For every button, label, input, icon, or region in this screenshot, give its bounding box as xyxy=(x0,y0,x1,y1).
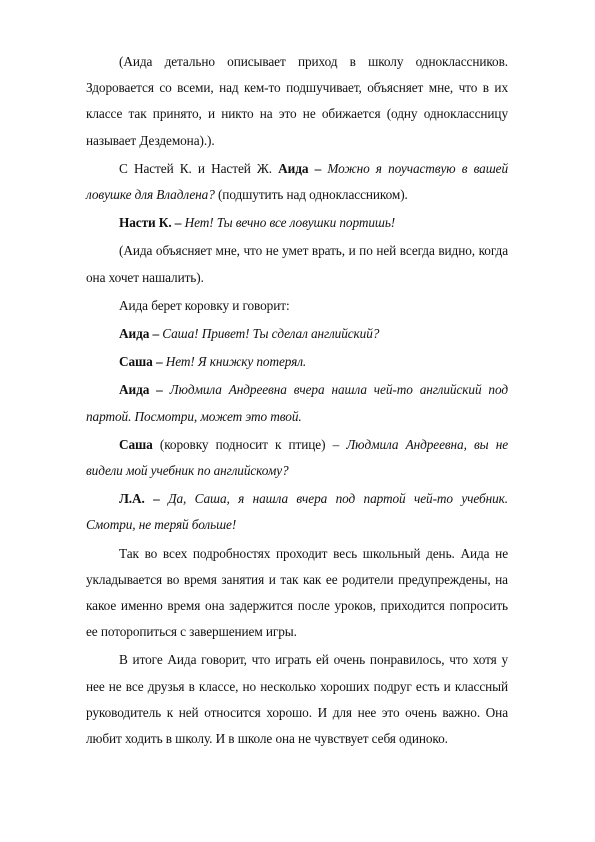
speaker-label: Насти К. – xyxy=(119,215,185,231)
speech-text: Да, Саша, я нашла вчера под партой чей-то учебник. Смотри, не теряй больше! xyxy=(86,491,508,533)
paragraph-conclusion xyxy=(86,647,508,752)
speaker-label: Аида – xyxy=(119,326,163,342)
paragraph-intro-description xyxy=(86,49,508,154)
text-run: Так во всех подробностях проходит весь школьный день. Аида не укладывается во время занятия и так как ее родители предупреждены, на какое именно время она задержится после уроков, приходится попросить ее поторопиться с завершением игры. xyxy=(86,545,508,640)
text-run: (подшутить над одноклассником). xyxy=(214,187,408,203)
text-run: С Настей К. и Настей Ж. xyxy=(119,160,279,176)
paragraph-aida-explains xyxy=(86,238,508,290)
speech-text: Можно я поучаствую в вашей ловушке для Владлена? xyxy=(86,160,508,203)
speaker-label: Аида – xyxy=(119,382,170,398)
document-page xyxy=(86,49,508,754)
speaker-label: Саша xyxy=(119,436,153,452)
speech-text: Нет! Я книжку потерял. xyxy=(165,354,307,370)
speech-text: Нет! Ты вечно все ловушки портишь! xyxy=(184,215,396,231)
paragraph-school-day xyxy=(86,541,508,646)
paragraph-aida-takes-cow xyxy=(86,293,508,319)
paragraph-aida-trap xyxy=(86,156,508,208)
speaker-label: Л.А. – xyxy=(119,491,169,507)
paragraph-aida-hello xyxy=(86,321,508,347)
speaker-label: Саша – xyxy=(119,354,166,370)
speech-text: Людмила Андреевна, вы не видели мой учебник по английскому? xyxy=(86,436,508,479)
text-run: (Аида объясняет мне, что не умет врать, и по ней всегда видно, когда она хочет нашалить). xyxy=(86,243,508,285)
text-run: (коровку подносит к птице) – xyxy=(152,436,347,452)
text-run: В итоге Аида говорит, что играть ей очень понравилось, что хотя у нее не все друзья в классе, но несколько хороших подруг есть и классный руководитель к ней относится хорошо. И для нее это очень важно. Она любит ходить в школу. И в школе она не чувствует себя одиноко. xyxy=(86,652,508,747)
paragraph-sasha-asks xyxy=(86,432,508,484)
paragraph-aida-found xyxy=(86,377,508,429)
paragraph-la-reply xyxy=(86,486,508,538)
speech-text: Саша! Привет! Ты сделал английский? xyxy=(162,326,380,342)
text-run: (Аида детально описывает приход в школу одноклассников. Здоровается со всеми, над кем-то подшучивает, объясняет мне, что в их классе так принято, и никто на это не обижается (одну одноклассницу называет Дездемона).). xyxy=(86,54,508,148)
speech-text: Людмила Андреевна вчера нашла чей-то английский под партой. Посмотри, может это твой. xyxy=(86,382,508,424)
paragraph-sasha-reply xyxy=(86,349,508,375)
speaker-label: Аида – xyxy=(278,160,328,176)
text-run: Аида берет коровку и говорит: xyxy=(119,297,290,313)
paragraph-nastya-reply xyxy=(86,210,508,236)
